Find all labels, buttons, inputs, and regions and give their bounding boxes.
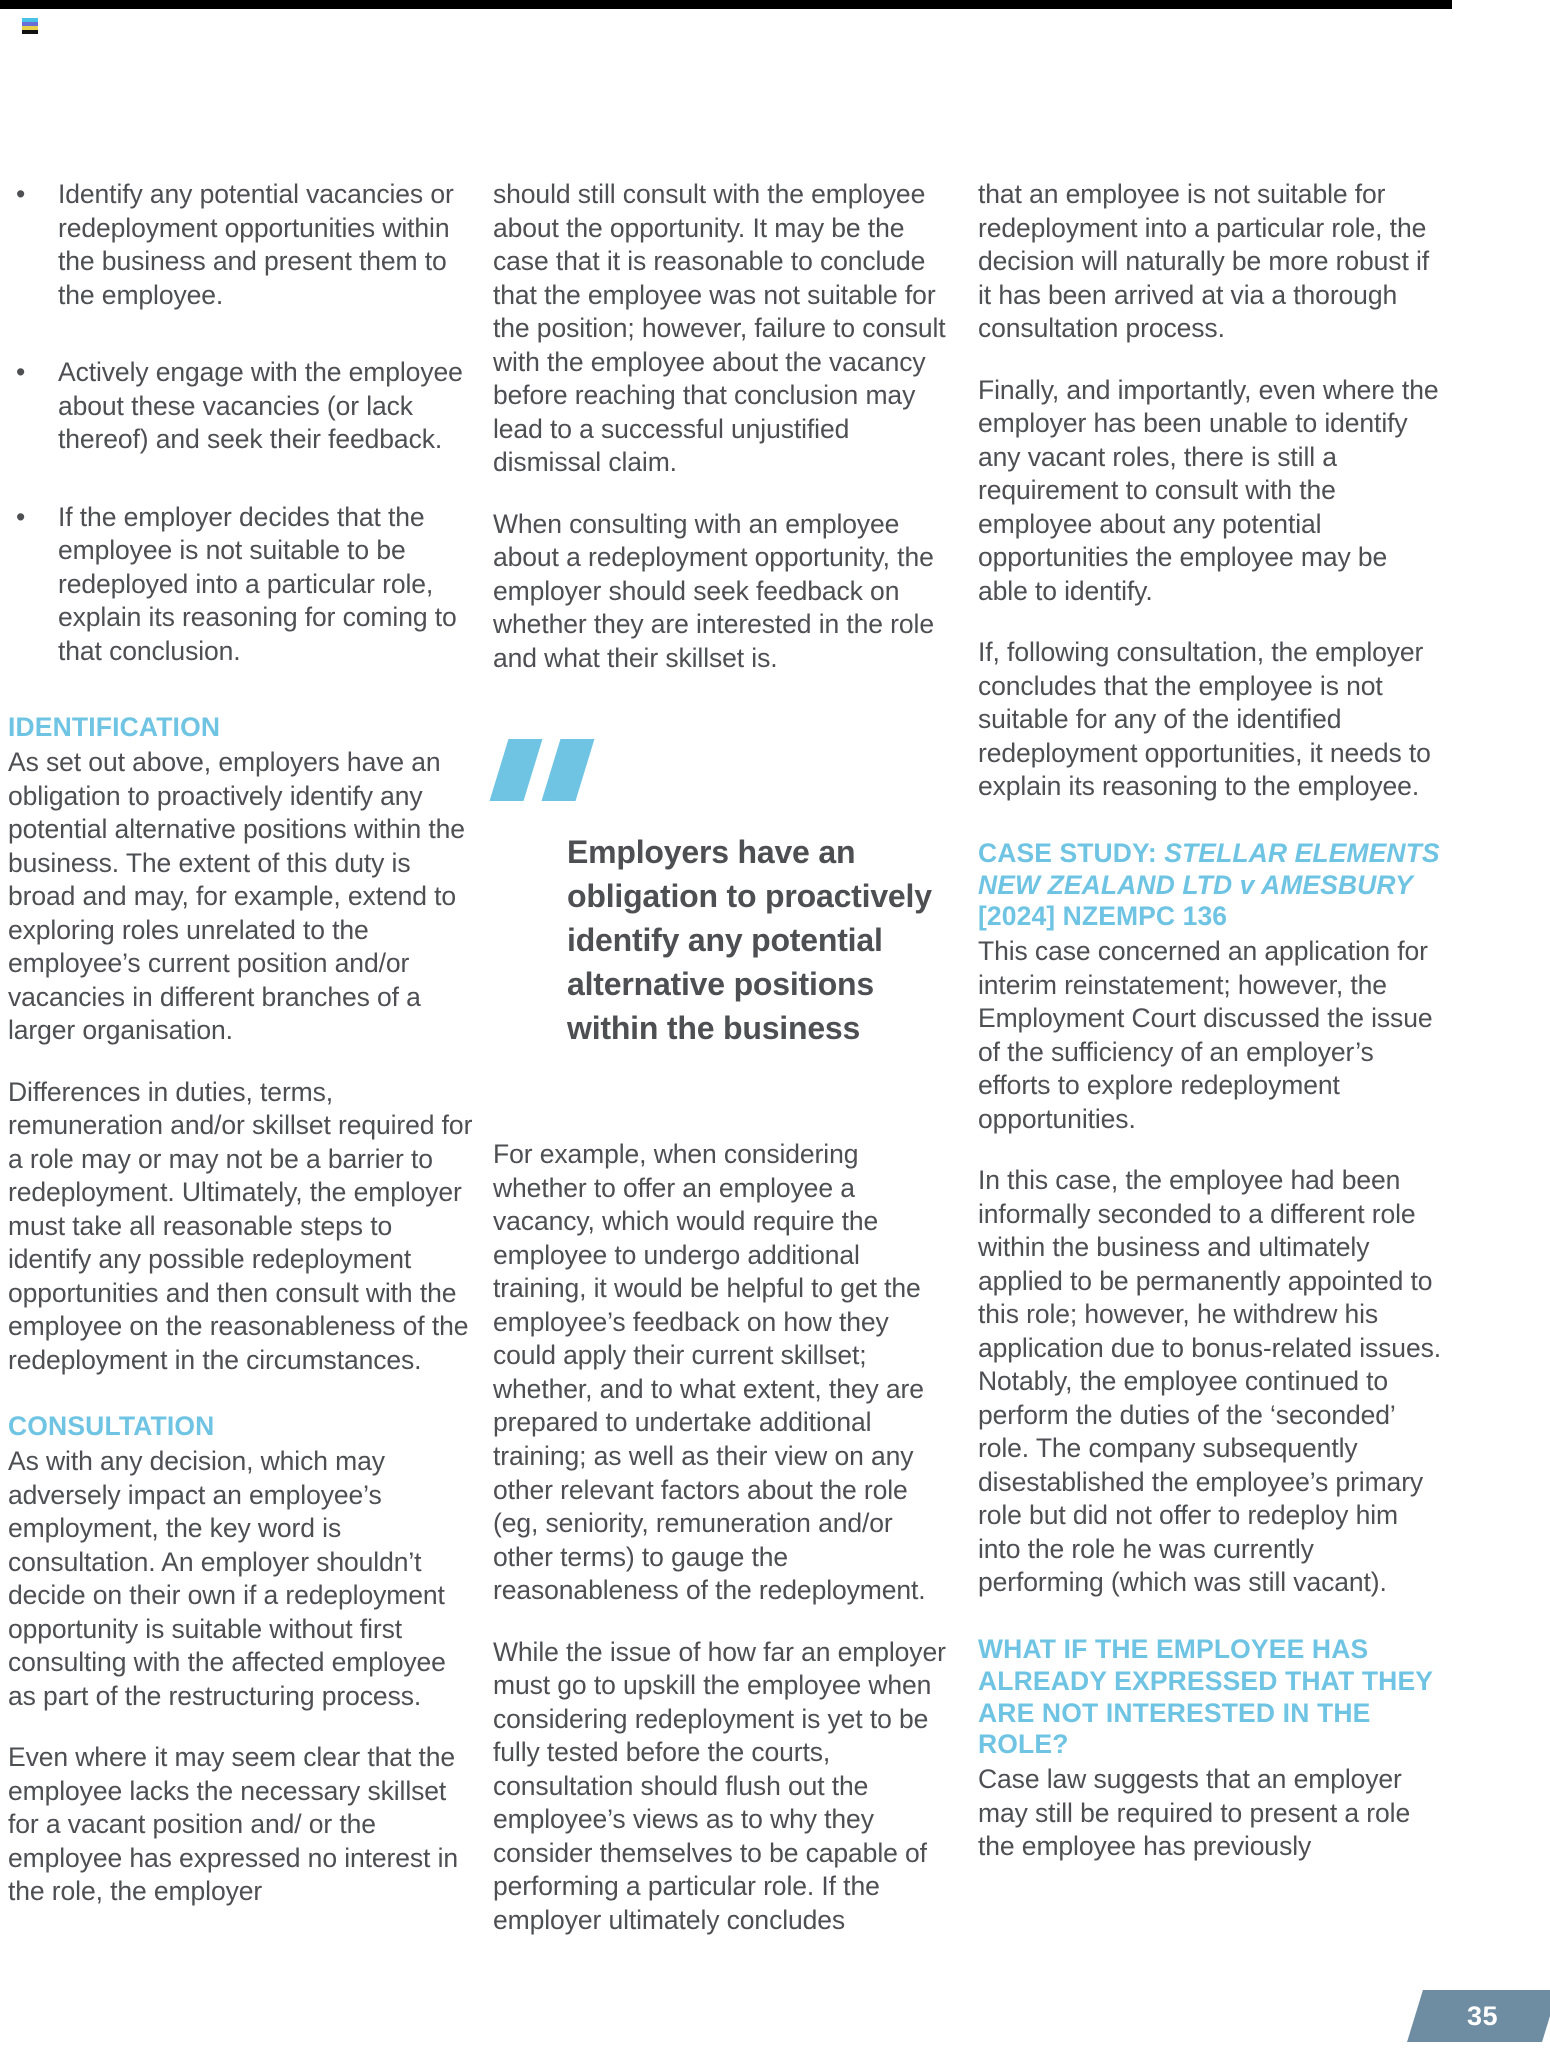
registration-color-mark-icon — [22, 18, 38, 34]
column3-paragraph-3: If, following consultation, the employer concludes that the employee is not suitable for any of the identified redeployment opportunities, it needs to explain its reasoning to the employee. — [978, 637, 1431, 802]
column2-paragraph-1: should still consult with the employee about the opportunity. It may be the case that it is reasonable to conclude that the employee was not suitable for the position; however, failure to consult with the employee about the vacancy before reaching that conclusion may lead to a successful unjustified dismissal claim. — [493, 179, 946, 478]
identification-paragraph-1: As set out above, employers have an obligation to proactively identify any potential alternative positions within the business. The extent of this duty is broad and may, for example, extend to exploring roles unrelated to the employee’s current position and/or vacancies in different branches of a larger organisation. — [8, 746, 465, 1046]
heading-identification: IDENTIFICATION — [8, 712, 221, 743]
column-one — [8, 178, 473, 1909]
heading-question: WHAT IF THE EMPLOYEE HAS ALREADY EXPRESSED THAT THEY ARE NOT INTERESTED IN THE ROLE? — [978, 1633, 1433, 1760]
consultation-paragraph-2: Even where it may seem clear that the employee lacks the necessary skillset for a vacant position and/ or the employee has expressed no interest in the role, the employer — [8, 1742, 459, 1907]
consultation-paragraph-1: As with any decision, which may adversely impact an employee’s employment, the key word is consultation. An employer shouldn’t decide on their own if a redeployment opportunity is suitable without first consulting with the affected employee as part of the restructuring process. — [8, 1446, 446, 1711]
top-crop-bar — [0, 0, 1452, 9]
heading-consultation: CONSULTATION — [8, 1411, 215, 1442]
list-item — [8, 356, 473, 457]
list-item-text: If the employer decides that the employee is not suitable to be redeployed into a particular role, explain its reasoning for coming to that conclusion. — [58, 501, 457, 666]
identification-paragraph-2: Differences in duties, terms, remuneration and/or skillset required for a role may or may not be a barrier to redeployment. Ultimately, the employer must take all reasonable steps to identify any possible redeployment opportunities and then consult with the employee on the reasonableness of the redeployment in the circumstances. — [8, 1076, 473, 1375]
bullet-icon: • — [16, 357, 26, 388]
list-item-text: Identify any potential vacancies or redeployment opportunities within the business and present them to the employee. — [58, 179, 454, 310]
pull-quote-text: Employers have an obligation to proactively identify any potential alternative positions within the business — [567, 834, 932, 1046]
column2-paragraph-3: For example, when considering whether to offer an employee a vacancy, which would require the employee to undergo additional training, it would be helpful to get the employee’s feedback on how they could apply their current skillset; whether, and to what extent, they are prepared to undertake additional training; as well as their view on any other relevant factors about the role (eg, seniority, remuneration and/or other terms) to gauge the reasonableness of the redeployment. — [493, 1139, 926, 1606]
case-study-prefix: CASE STUDY: — [978, 837, 1165, 868]
column3-paragraph-1: that an employee is not suitable for redeployment into a particular role, the decision will naturally be more robust if it has been arrived at via a thorough consultation process. — [978, 179, 1430, 344]
column2-paragraph-2: When consulting with an employee about a redeployment opportunity, the employer should seek feedback on whether they are interested in the role and what their skillset is. — [493, 508, 934, 673]
quote-mark-icon — [493, 739, 597, 801]
page-number-badge — [1407, 1990, 1550, 2042]
column-two — [493, 178, 958, 1937]
column-three — [978, 178, 1443, 1864]
case-study-citation: [2024] NZEMPC 136 — [978, 901, 1228, 932]
column3-paragraph-4: This case concerned an application for interim reinstatement; however, the Employment Court discussed the issue of the sufficiency of an employer’s efforts to explore redeployment opportunities. — [978, 936, 1433, 1134]
bullet-icon: • — [16, 179, 26, 209]
column2-paragraph-4: While the issue of how far an employer must go to upskill the employee when considering redeployment is yet to be fully tested before the courts, consultation should flush out the employee’s views as to why they consider themselves to be capable of performing a particular role. If the employer ultimately concludes — [493, 1636, 946, 1935]
column3-paragraph-6: Case law suggests that an employer may still be required to present a role the employee has previously — [978, 1764, 1411, 1862]
column3-paragraph-2: Finally, and importantly, even where the employer has been unable to identify any vacant roles, there is still a requirement to consult with the employee about any potential opportunities the employee may be able to identify. — [978, 374, 1439, 606]
pull-quote — [493, 731, 958, 1050]
list-item-text: Actively engage with the employee about these vacancies (or lack thereof) and seek their feedback. — [58, 357, 463, 455]
heading-case-study — [978, 838, 1443, 933]
page-number-text: 35 — [1466, 2000, 1499, 2031]
case-study-name: STELLAR ELEMENTS NEW ZEALAND LTD v AMESBURY — [978, 837, 1440, 900]
bullet-list — [8, 178, 473, 668]
list-item — [8, 178, 473, 312]
list-item — [8, 501, 473, 669]
column3-paragraph-5: In this case, the employee had been informally seconded to a different role within the business and ultimately applied to be permanently appointed to this role; however, he withdrew his application due to bonus-related issues. Notably, the employee continued to perform the duties of the ‘seconded’ role. The company subsequently disestablished the employee’s primary role but did not offer to redeploy him into the role he was currently performing (which was still vacant). — [978, 1165, 1441, 1598]
bullet-icon: • — [16, 501, 26, 532]
three-column-layout — [0, 178, 1550, 1948]
